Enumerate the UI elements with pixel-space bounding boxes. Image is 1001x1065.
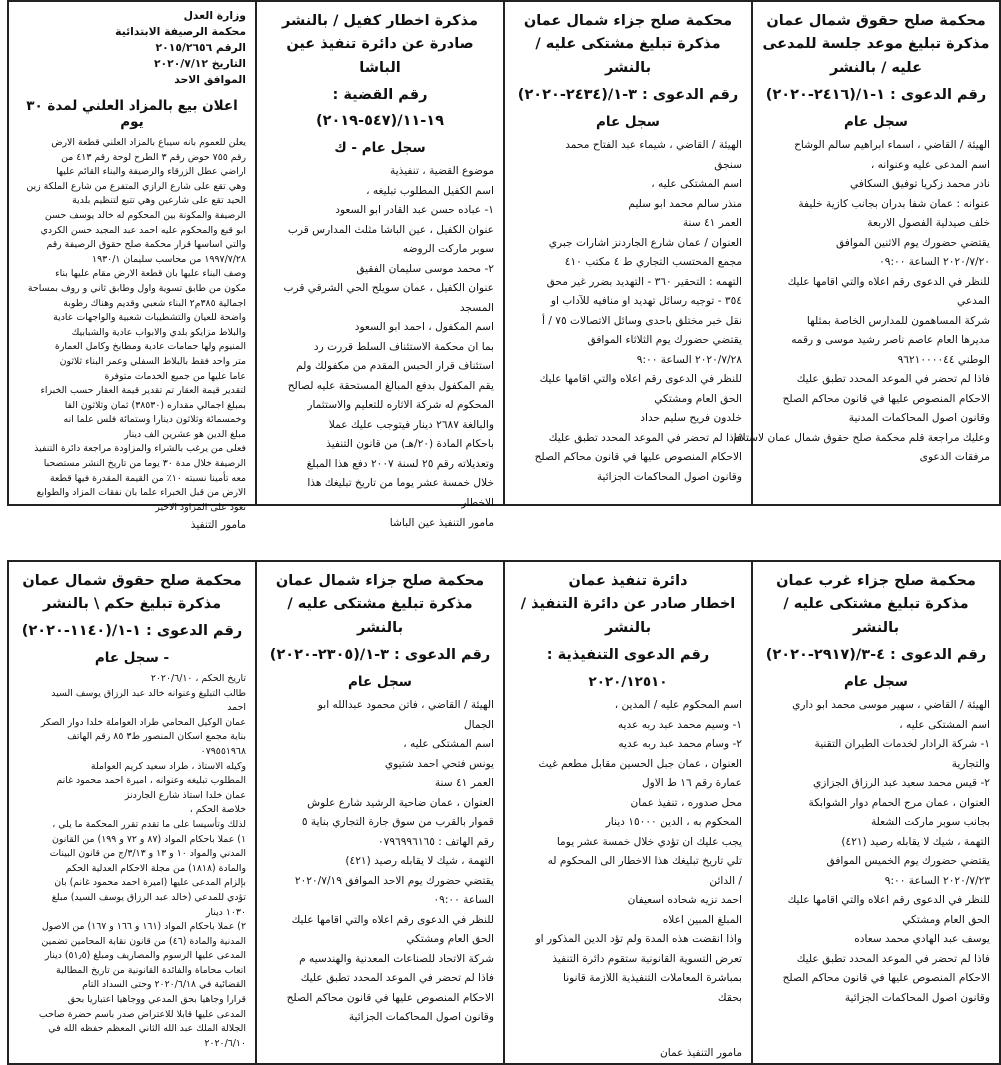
notice-line: سنجق	[714, 158, 742, 171]
notice-line: احمد	[227, 702, 246, 714]
notice-line: وعليك مراجعة قلم محكمة صلح حقوق شمال عمان لاستلام	[733, 431, 990, 444]
notice-line: اراضي عطل الزرقاء والرصيفة والبناء القائم عليها	[56, 166, 246, 178]
notice-line: يقتضي حضورك يوم الخميس الموافق	[826, 855, 990, 867]
notice-court: دائرة تنفيذ عمان	[568, 573, 688, 589]
auction-title: اعلان بيع بالمزاد العلني لمدة ٣٠ يوم	[26, 98, 238, 130]
notice-line: ٢٠٢٠/٧/٢٠ الساعة ٠٩:٠٠	[879, 256, 990, 268]
notice-line: عمان الوكيل المحامي طراد العواملة خلدا دوار الصكر	[40, 716, 246, 728]
notice-line: المدعى عليها قابلا للاعتراض صدر باسم حضرة صاحب	[38, 1008, 246, 1020]
notice-memo: مذكرة تبليغ حكم \ بالنشر	[42, 596, 222, 612]
notice-line: اسم المشتكى عليه ،	[403, 738, 494, 750]
notice-line: للنظر في الدعوى رقم اعلاه والتي اقامها عليك	[787, 894, 990, 906]
notice-line: عمان خلدا استاذ شارع الجاردنز	[124, 789, 246, 801]
notice-line: عاما عليها من جميع الخدمات متوفرة	[104, 370, 246, 382]
notice-defendant-west-amman-criminal	[751, 560, 1001, 1065]
notice-line: يجب عليك ان تؤدي خلال خمسة عشر يوما	[556, 835, 742, 848]
notice-line: نادر محمد زكريا توفيق السكافي	[850, 178, 990, 190]
notice-line: المدعى عليها الرسوم والمصاريف ومبلغ (٥١٫٥) دينار	[44, 950, 246, 962]
notice-registry: سجل عام	[348, 674, 412, 690]
notice-signoff: مامور التنفيذ عمان	[659, 1047, 742, 1059]
notice-defendant-north-amman-criminal	[503, 0, 753, 506]
notice-defendant-north-amman-criminal-2	[255, 560, 505, 1065]
notice-line: فعلى من يرغب بالشراء والمزاودة مراجعة دائرة التنفيذ	[34, 443, 246, 455]
notice-judgment-north-amman-civil	[7, 560, 257, 1065]
notice-line: وقانون اصول المحاكمات الجزائية	[348, 1011, 494, 1023]
notice-line: منذر سالم محمد ابو سليم	[628, 197, 742, 210]
notice-line: يونس فتحي احمد شتيوي	[384, 757, 494, 770]
notice-line: العنوان ، عمان جبل الحسين مقابل مطعم غيث	[538, 757, 742, 770]
notice-memo: مذكرة تبليغ مشتكى عليه / بالنشر	[783, 596, 969, 636]
notice-line: والتجارية	[951, 757, 990, 770]
notice-line: المطلوب تبليغه وعنوانه ، اميرة احمد محمود غانم	[56, 775, 246, 787]
notice-line: الهيئة / القاضي ، اسماء ابراهيم سالم الوشاح	[794, 139, 990, 151]
notice-line: ٣٥٤ - توجيه رسائل تهديد او منافيه للآداب او	[550, 295, 742, 307]
notice-line: وقانون اصول المحاكمات الجزائية	[596, 470, 742, 483]
notice-line: لتقدير قيمة العقار تم تقدير قيمة العقار حسب الخبراء	[40, 385, 246, 397]
notice-line: مديرها العام عاصم ناصر رشيد موسى و رقمه	[791, 334, 990, 346]
notice-line: للنظر في الدعوى رقم اعلاه والتي اقامها عليك	[291, 913, 494, 926]
notice-line: للنظر في الدعوى رقم اعلاه والتي اقامها عليك	[787, 275, 990, 288]
notice-line: الساعة ٠٩:٠٠	[433, 894, 494, 906]
notice-line: عمارة رقم ١٦ ط الاول	[641, 777, 742, 789]
notice-line: العنوان / عمان شارع الجاردنز اشارات جبري	[548, 236, 742, 249]
notice-line: الاحكام المنصوص عليها في قانون محاكم الصلح	[782, 392, 990, 405]
notice-body	[514, 136, 742, 487]
notice-line: نقل خبر مختلق باحدى وسائل الاتصالات ٧٥ / أ	[542, 314, 742, 327]
notice-line: قرارا وجاهيا بحق المدعي ووجاهيا اعتباريا بحق	[67, 994, 246, 1006]
notice-line: يقم المكفول بدفع المبالغ المستحقة عليه لصالح	[287, 379, 494, 392]
notice-line: واضحة للعيان والتشطيبات شعبية والواجهات عادية	[53, 312, 246, 324]
notice-registry: - سجل عام	[94, 650, 170, 666]
notice-court: محكمة صلح جزاء شمال عمان	[275, 573, 485, 589]
notice-line: يوسف عبد الهادي محمد سعاده	[854, 933, 990, 945]
notice-registry: سجل عام	[844, 674, 908, 690]
notice-line: ٢٠٢٠/٧/٢٨ الساعة ٩:٠٠	[636, 353, 742, 366]
notice-line: رقم الهاتف : ٠٧٩٦٩٩٦١٦٥	[377, 835, 494, 848]
notice-memo: مذكرة تبليغ موعد جلسة للمدعى عليه / بالنشر	[762, 36, 990, 76]
notice-line: الهيئة / القاضي ، شيماء عبد الفتاح محمد	[565, 139, 742, 151]
notice-line: ١- شركة الرادار لخدمات الطيران التقنية	[814, 738, 990, 750]
notice-body	[266, 162, 494, 513]
notice-court: مذكرة اخطار كفيل / بالنشر	[282, 13, 478, 29]
notice-line: موضوع القضية ، تنفيذية	[390, 165, 494, 177]
notice-line: اسم المدعى عليه وعنوانه ،	[870, 158, 990, 171]
notice-line: الحق العام ومشتكي	[406, 933, 494, 945]
notice-line: ٢٠٢٠/٦/١٠	[204, 1037, 246, 1049]
notice-line: اسم الكفيل المطلوب تبليغه ،	[366, 184, 494, 197]
notice-line: الحق العام ومشتكي	[902, 913, 990, 926]
notice-line: محل صدوره ، تنفيذ عمان	[630, 796, 742, 809]
notice-line: ١٠٣٠ دينار	[205, 906, 246, 918]
notice-line: يقتضي حضورك يوم الاحد الموافق ٢٠٢٠/٧/١٩	[294, 874, 494, 887]
notice-line: مرفقات الدعوى	[919, 451, 990, 463]
notice-public-auction-rusaifa	[7, 0, 257, 532]
notice-court: محكمة صلح جزاء شمال عمان	[523, 13, 733, 29]
notice-body	[18, 136, 246, 515]
notice-registry: ٢٠٢٠/١٢٥١٠	[588, 674, 668, 690]
notice-line: اسم المكفول ، احمد ابو السعود	[354, 321, 494, 333]
notice-line: طالب التبليغ وعنوانه خالد عبد الرزاق يوسف السيد	[51, 687, 246, 699]
notice-line: مبلغ الدين هو عشرين الف دينار	[124, 428, 246, 440]
notice-line: بمبلغ اجمالي مقداره (٣٨٥٣٠) ثمان وثلاثون الفا	[64, 399, 246, 411]
notice-line: اتعاب محاماة والفائدة القانونية من تاريخ المطالبة	[56, 964, 246, 976]
notice-line: تعرض التسوية القانونية ستقوم دائرة التنفيذ	[552, 952, 742, 965]
notice-case-number: رقم الدعوى : ٣-١/(٢٤٣٤-٢٠٢٠)	[517, 87, 739, 103]
notice-line: الحيد تقع على شارعين وهي تتبع لتنظيم بلدية	[72, 195, 246, 207]
notice-line: ابو قبع والمحكوم عليه احمد عبد المجيد حسن الكردي	[40, 224, 246, 236]
notice-line: اسم المشتكى عليه ،	[651, 178, 742, 190]
notice-line: الهيئة / القاضي ، سهير موسى محمد ابو داري	[792, 699, 990, 711]
notice-line: المدني والمواد ١٠ و ١٣ و ٣/١٣/ج من قانون البينات	[49, 848, 246, 860]
notice-line: الموافق الاحد	[174, 73, 246, 86]
notice-line: وقانون اصول المحاكمات الجزائية	[844, 991, 990, 1004]
notice-line: والبلاط مزايكو بلدي والابواب عادية والشبابيك	[71, 326, 246, 338]
notice-line: ١- عباده حسن عبد القادر ابو السعود	[335, 204, 494, 216]
notice-line: خلاصة الحكم ،	[189, 804, 246, 816]
notice-line: العنوان ، عمان ضاحية الرشيد شارع علوش	[307, 796, 494, 809]
notice-line: بحقك	[717, 991, 742, 1004]
notice-line: والبالغة ٢٦٨٧ دينار فيتوجب عليك عملا	[328, 418, 494, 431]
notice-registry: سجل عام	[844, 114, 908, 130]
notice-line: التاريخ ٢٠٢٠/٧/١٢	[153, 57, 246, 70]
notice-line: وتعديلاته رقم ٢٥ لسنة ٢٠٠٧ دفع هذا المبلغ	[306, 457, 494, 470]
notice-memo: اخطار صادر عن دائرة التنفيذ / بالنشر	[520, 596, 736, 636]
notice-case-number: رقم الدعوى : ١-١/(٢٤١٦-٢٠٢٠)	[765, 87, 987, 103]
notice-line: التهمة ، شيك لا يقابله رصيد (٤٢١)	[841, 835, 990, 848]
notice-line: وزارة العدل	[183, 9, 246, 22]
notice-line: استئناف قرار الحبس المقدم من مكفولك ولم	[296, 360, 494, 372]
notice-line: فاذا لم تحضر في الموعد المحدد تطبق عليك	[796, 952, 990, 965]
notice-line: تعود على المزاود الاخير	[155, 501, 246, 513]
notice-line: تلي تاريخ تبليغك هذا الاخطار الى المحكوم له	[547, 855, 742, 867]
notice-line: المحكوم به ، الدين ١٥٠٠٠ دينار	[605, 816, 742, 828]
notice-line: / الدائن	[709, 874, 742, 887]
notice-line: المبلغ المبين اعلاه	[662, 913, 742, 926]
notice-line: العمر ٤١ سنة	[682, 217, 742, 229]
notice-memo: مذكرة تبليغ مشتكى عليه / بالنشر	[287, 596, 473, 636]
notice-line: واذا انقضت هذه المدة ولم تؤد الدين المذكور او	[535, 933, 742, 945]
notice-line: بإلزام المدعى عليها (اميرة احمد محمود غانم) بان	[54, 877, 246, 889]
notice-line: عنوانه : عمان شفا بدران بجانب كازية خليفة	[798, 197, 990, 210]
notice-court: محكمة صلح حقوق شمال عمان	[766, 13, 986, 29]
notice-line: المنيوم ولها حمامات عادية ومطابخ وكامل العمارة	[54, 341, 246, 353]
notice-line: العمر ٤١ سنة	[434, 777, 494, 789]
notice-line: الرصيفة والمكونة بين المحكوم له خالد يوسف حسن	[44, 209, 246, 221]
notice-line: القضائية في ٢٠٢٠/٦/١٨ وحتى السداد التام	[82, 979, 246, 991]
notice-line: احمد نزيه شحاده اسعيفان	[627, 894, 742, 906]
notice-body	[514, 696, 742, 1008]
notice-line: وخمسمائة وثلاثون دينارا وستمائة فلس علما انه	[63, 414, 246, 426]
notice-line: خلال خمسة عشر يوما من تاريخ تبليغك هذا	[307, 477, 494, 489]
auction-header	[18, 8, 246, 88]
notice-court: محكمة صلح حقوق شمال عمان	[22, 573, 242, 589]
notice-line: الاحكام المنصوص عليها في قانون محاكم الصلح	[534, 451, 742, 463]
notice-line: المدنية والمادة (٤٦) من قانون نقابة المحامين تضمين	[41, 935, 246, 947]
notice-memo: مذكرة تبليغ مشتكى عليه / بالنشر	[535, 36, 721, 76]
notice-case-number: رقم الدعوى : ١-١/(١١٤٠-٢٠٢٠)	[21, 623, 243, 639]
notice-line: الرقم ٢٠١٥/٢٦٥٦	[155, 41, 246, 54]
notice-line: ٢) عملا باحكام المواد (١٦١ و ١٦٦ و ١٦٧) من الاصول	[41, 921, 246, 933]
notice-line: خلدون فريح سليم حداد	[640, 412, 742, 424]
notice-body	[762, 696, 990, 1008]
notice-line: للنظر في الدعوى رقم اعلاه والتي اقامها عليك	[539, 373, 742, 385]
notice-line: الجمال	[463, 718, 494, 731]
notice-line: يقتضي حضورك يوم الاثنين الموافق	[835, 236, 990, 249]
notice-line: فاذا لم تحضر في الموعد المحدد تطبق عليك	[548, 431, 742, 444]
notice-signoff: مامور التنفيذ عين الباشا	[389, 517, 494, 529]
notice-line: مجمع المحتسب التجاري ط ٤ مكتب ٤١٠	[564, 256, 742, 268]
notice-signoff: مامور التنفيذ	[190, 519, 246, 532]
notice-line: وصف البناء عليها بان قطعة الارض مقام عليها بناء	[55, 268, 246, 280]
notice-line: تؤدي للمدعي (خالد عبد الرزاق يوسف السيد) مبلغ	[51, 891, 246, 903]
notice-line: التهمه : التحقير ٣٦٠ - التهديد بضرر غير محق	[546, 275, 742, 288]
notice-line: المدعي	[956, 295, 990, 307]
notice-line: ١- وسيم محمد عبد ربه عديه	[617, 718, 742, 731]
notice-execution-amman	[503, 560, 753, 1065]
notice-court: محكمة صلح جزاء غرب عمان	[776, 573, 976, 589]
top-notices-row	[0, 0, 1000, 532]
notice-line: معه تأمينا نسبته ١٠٪ من القيمة المقدرة فيها قطعة	[49, 472, 246, 484]
notice-line: يقتضي حضورك يوم الثلاثاء الموافق	[587, 334, 742, 346]
notice-line: بناية مجمع اسكان المنصور ط٣ ٨٥ رقم الهاتف	[67, 731, 246, 743]
notice-line: العنوان ، عمان مرج الحمام دوار الشوابكة	[808, 796, 990, 809]
notice-line: اجمالية ٣٨٥م٢ البناء شعبي وقديم وهناك رطوبة	[63, 297, 246, 309]
notice-line: سوبر ماركت الروضه	[402, 243, 494, 255]
notice-line: ١٩٩٧/٧/٢٨ من محاسب سليمان ١٩٣٠/١	[92, 253, 246, 265]
notice-line: عنوان الكفيل ، عمان سويلح الحي الشرقي قرب	[283, 282, 494, 294]
notice-line: الاخطار	[461, 496, 494, 509]
notice-body	[266, 696, 494, 1028]
notice-line: والمادة (١٨١٨) من مجلة الاحكام العدلية الحكم	[65, 862, 246, 874]
notice-line: متر واحد فقط بالبلاط السفلي وعمر البناء ثلاثون	[59, 355, 246, 367]
notice-body	[733, 136, 990, 468]
notice-registry: سجل عام	[596, 114, 660, 130]
notice-line: وهي تقع على شارع الرازي المتفرع من شارع الملكة زين	[26, 180, 246, 192]
notice-line: ٢- محمد موسى سليمان الفقيق	[356, 262, 494, 275]
notice-memo: صادرة عن دائرة تنفيذ عين الباشا	[286, 36, 474, 76]
notice-line: الارض من قبل الخبراء علما بان نفقات المزاد والطوابع	[36, 487, 246, 499]
notice-line: وكيله الاستاذ ، طراد سعيد كريم العواملة	[90, 760, 246, 772]
notice-line: وقانون اصول المحاكمات المدنية	[848, 412, 990, 424]
notice-line: قموار بالقرب من سوق جارة التجاري بناية ٥	[301, 816, 494, 828]
bottom-notices-row	[0, 560, 1000, 1065]
notice-line: فاذا لم تحضر في الموعد المحدد تطبق عليك	[796, 373, 990, 385]
notice-line: بمباشرة المعاملات التنفيذية اللازمة قانونا	[562, 972, 742, 984]
notice-line: باحكام المادة (٢٠/هـ) من قانون التنفيذ	[326, 438, 494, 450]
notice-line: ١) عملا باحكام المواد (٨٧ و ٧٢ و ١٩٩) من القانون	[52, 833, 246, 845]
notice-line: خلف صيدلية الفصول الاربعة	[867, 217, 990, 229]
notice-line: اسم المشتكى عليه ،	[899, 718, 990, 731]
notice-line: شركة المساهمون للمدارس الخاصة بمثلها	[806, 314, 990, 327]
notice-case-number: رقم الدعوى التنفيذية :	[546, 647, 710, 663]
notice-line: التهمة ، شيك لا يقابله رصيد (٤٢١)	[345, 855, 494, 867]
notice-registry: سجل عام - ك	[334, 140, 426, 156]
notice-line: مكون من طابق تسوية واول وطابق ثاني و روف بمساحة	[27, 282, 246, 294]
notice-line: ٠٧٩٥٥١٩٦٨	[200, 745, 246, 757]
notice-line: محكمة الرصيفة الابتدائية	[115, 25, 246, 38]
notice-case-number: رقم الدعوى : ٣-١/(٢٣٠٥-٢٠٢٠)	[269, 647, 491, 663]
notice-line: الاحكام المنصوص عليها في قانون محاكم الصلح	[286, 991, 494, 1004]
notice-line: رقم ٧٥٥ حوض رقم ٣ الطرح لوحة رقم ٤١٣ من	[61, 151, 246, 163]
notice-line: اسم المحكوم عليه / المدين ،	[614, 699, 742, 711]
notice-body	[18, 672, 246, 1051]
notice-line: ٢٠٢٠/٧/٢٣ الساعة ٩:٠٠	[884, 874, 990, 887]
notice-line: ٢- قيس محمد سعيد عبد الرزاق الجزازي	[812, 777, 990, 789]
notice-line: يعلن للعموم بانه سيباع بالمزاد العلني قطعة الارض	[51, 137, 246, 148]
notice-case-number: رقم القضية : ١٩-١١/(٥٤٧-٢٠١٩)	[315, 87, 444, 129]
notice-line: لذلك وتأسيسا على ما تقدم تقرر المحكمة ما يلي ،	[52, 818, 246, 830]
notice-line: الوطني ٩٦٢١٠٠٠٠٤٤	[897, 353, 990, 366]
notice-hearing-north-amman-civil	[733, 0, 1001, 506]
notice-line: بما ان محكمة الاستئناف السلط قررت رد	[313, 340, 494, 353]
notice-line: الاحكام المنصوص عليها في قانون محاكم الصلح	[782, 972, 990, 984]
notice-line: تاريخ الحكم ، ٢٠٢٠/٦/١٠	[150, 673, 246, 684]
notice-line: المسجد	[459, 301, 494, 314]
notice-line: المحكوم له شركة الاثاره للتعليم والاستثمار	[307, 399, 494, 411]
notice-line: الهيئة / القاضي ، فاتن محمود عبدالله ابو	[317, 699, 494, 711]
notice-guarantor-ein-albasha	[255, 0, 505, 529]
notice-line: الرصيفة خلال مدة ٣٠ يوما من تاريخ النشر مستصحبا	[43, 458, 246, 470]
notice-line: والتي اساسها قرار محكمة صلح حقوق الرصيفة رقم	[46, 239, 246, 251]
notice-case-number: رقم الدعوى : ٤-٣/(٢٩١٧-٢٠٢٠)	[765, 647, 987, 663]
notice-line: فاذا لم تحضر في الموعد المحدد تطبق عليك	[300, 972, 494, 984]
notice-line: ٢- وسام محمد عبد ربه عديه	[618, 738, 742, 750]
notice-line: شركة الاتحاد للصناعات المعدنية والهندسيه م	[299, 952, 494, 965]
notice-line: عنوان الكفيل ، عين الباشا مثلث المدارس قرب	[287, 223, 494, 236]
notice-line: بجانب سوبر ماركت الشعلة	[871, 816, 990, 828]
notice-line: الحق العام ومشتكي	[654, 392, 742, 405]
notice-line: الجلالة الملك عبد الله الثاني المعظم حفظه الله في	[48, 1023, 246, 1035]
